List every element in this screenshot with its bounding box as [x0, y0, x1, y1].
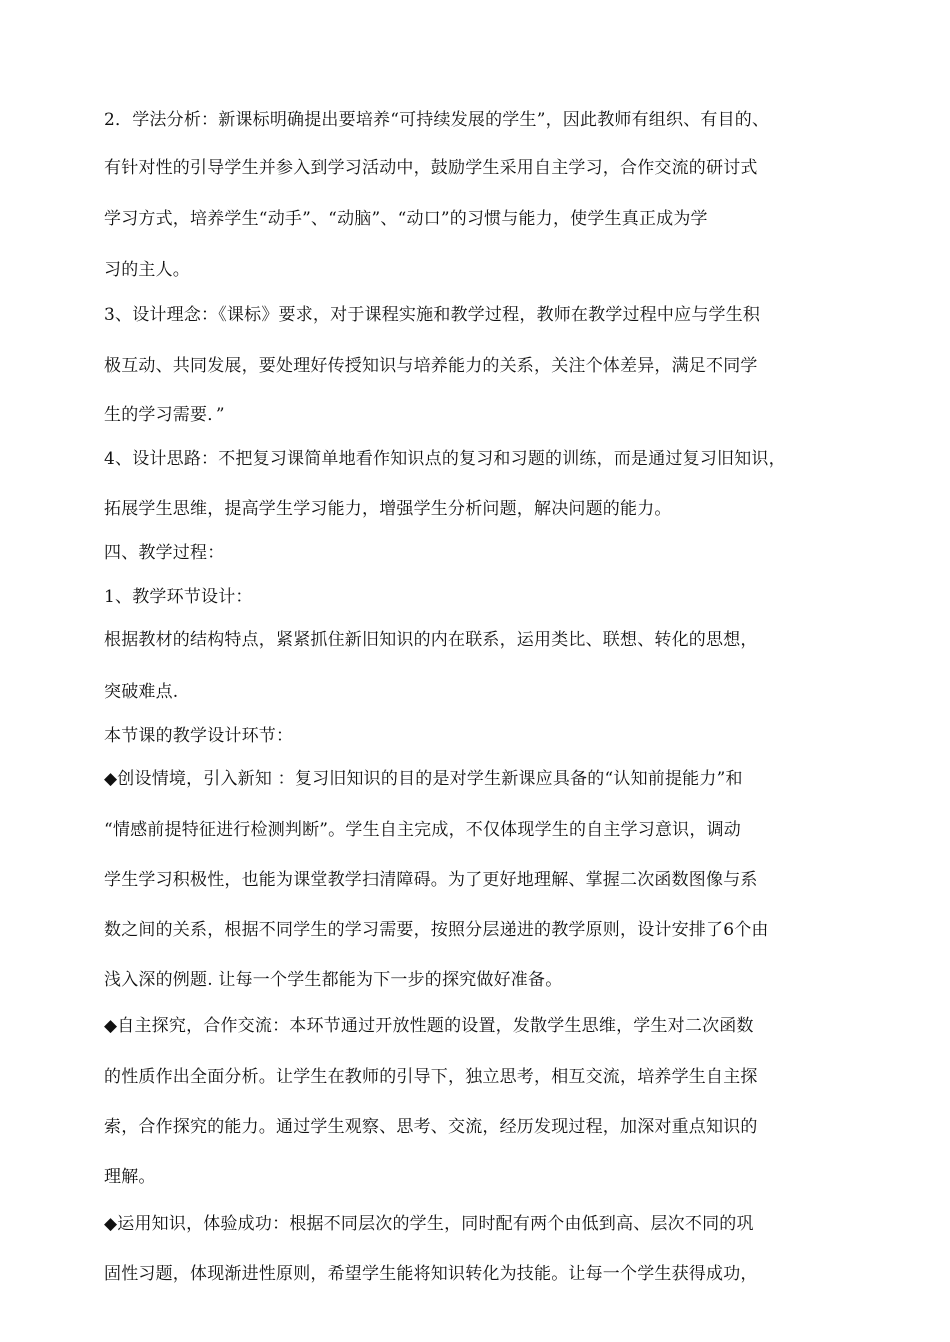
- text-line: 习的主人。: [104, 260, 190, 280]
- text-line: 学生学习积极性，也能为课堂教学扫清障碍。为了更好地理解、掌握二次函数图像与系: [104, 870, 758, 890]
- text-line: 根据教材的结构特点，紧紧抓住新旧知识的内在联系，运用类比、联想、转化的思想，: [104, 630, 758, 650]
- text-line: 学习方式，培养学生“动手”、“动脑”、“动口”的习惯与能力，使学生真正成为学: [104, 209, 708, 229]
- text-line: ◆运用知识，体验成功：根据不同层次的学生，同时配有两个由低到高、层次不同的巩: [104, 1214, 754, 1234]
- text-line: 的性质作出全面分析。让学生在教师的引导下，独立思考，相互交流，培养学生自主探: [104, 1067, 758, 1087]
- text-line: 理解。: [104, 1167, 156, 1187]
- text-line: 拓展学生思维，提高学生学习能力，增强学生分析问题，解决问题的能力。: [104, 499, 672, 519]
- text-line: 浅入深的例题. 让每一个学生都能为下一步的探究做好准备。: [104, 970, 563, 990]
- text-line: 3、设计理念：《课标》要求，对于课程实施和教学过程，教师在教学过程中应与学生积: [104, 305, 761, 325]
- text-line: 1、教学环节设计：: [104, 587, 253, 607]
- text-line: ◆创设情境，引入新知 ：复习旧知识的目的是对学生新课应具备的“认知前提能力”和: [104, 769, 743, 789]
- text-line: ◆自主探究，合作交流：本环节通过开放性题的设置，发散学生思维，学生对二次函数: [104, 1016, 754, 1036]
- text-line: 四、教学过程：: [104, 543, 225, 563]
- text-line: 2．学法分析：新课标明确提出要培养“可持续发展的学生”，因此教师有组织、有目的、: [104, 110, 770, 130]
- text-line: 4、设计思路：不把复习课简单地看作知识点的复习和习题的训练，而是通过复习旧知识，: [104, 449, 786, 469]
- text-line: 本节课的教学设计环节：: [104, 726, 294, 746]
- text-line: 生的学习需要．”: [104, 405, 225, 425]
- text-line: 固性习题，体现渐进性原则，希望学生能将知识转化为技能。让每一个学生获得成功，: [104, 1264, 758, 1284]
- text-line: 数之间的关系，根据不同学生的学习需要，按照分层递进的教学原则，设计安排了6个由: [104, 920, 769, 940]
- text-line: 突破难点.: [104, 682, 179, 702]
- text-line: 有针对性的引导学生并参入到学习活动中，鼓励学生采用自主学习，合作交流的研讨式: [104, 158, 758, 178]
- text-line: “情感前提特征进行检测判断”。学生自主完成，不仅体现学生的自主学习意识，调动: [104, 820, 741, 840]
- text-line: 极互动、共同发展，要处理好传授知识与培养能力的关系，关注个体差异，满足不同学: [104, 356, 758, 376]
- text-line: 索，合作探究的能力。通过学生观察、思考、交流，经历发现过程，加深对重点知识的: [104, 1117, 758, 1137]
